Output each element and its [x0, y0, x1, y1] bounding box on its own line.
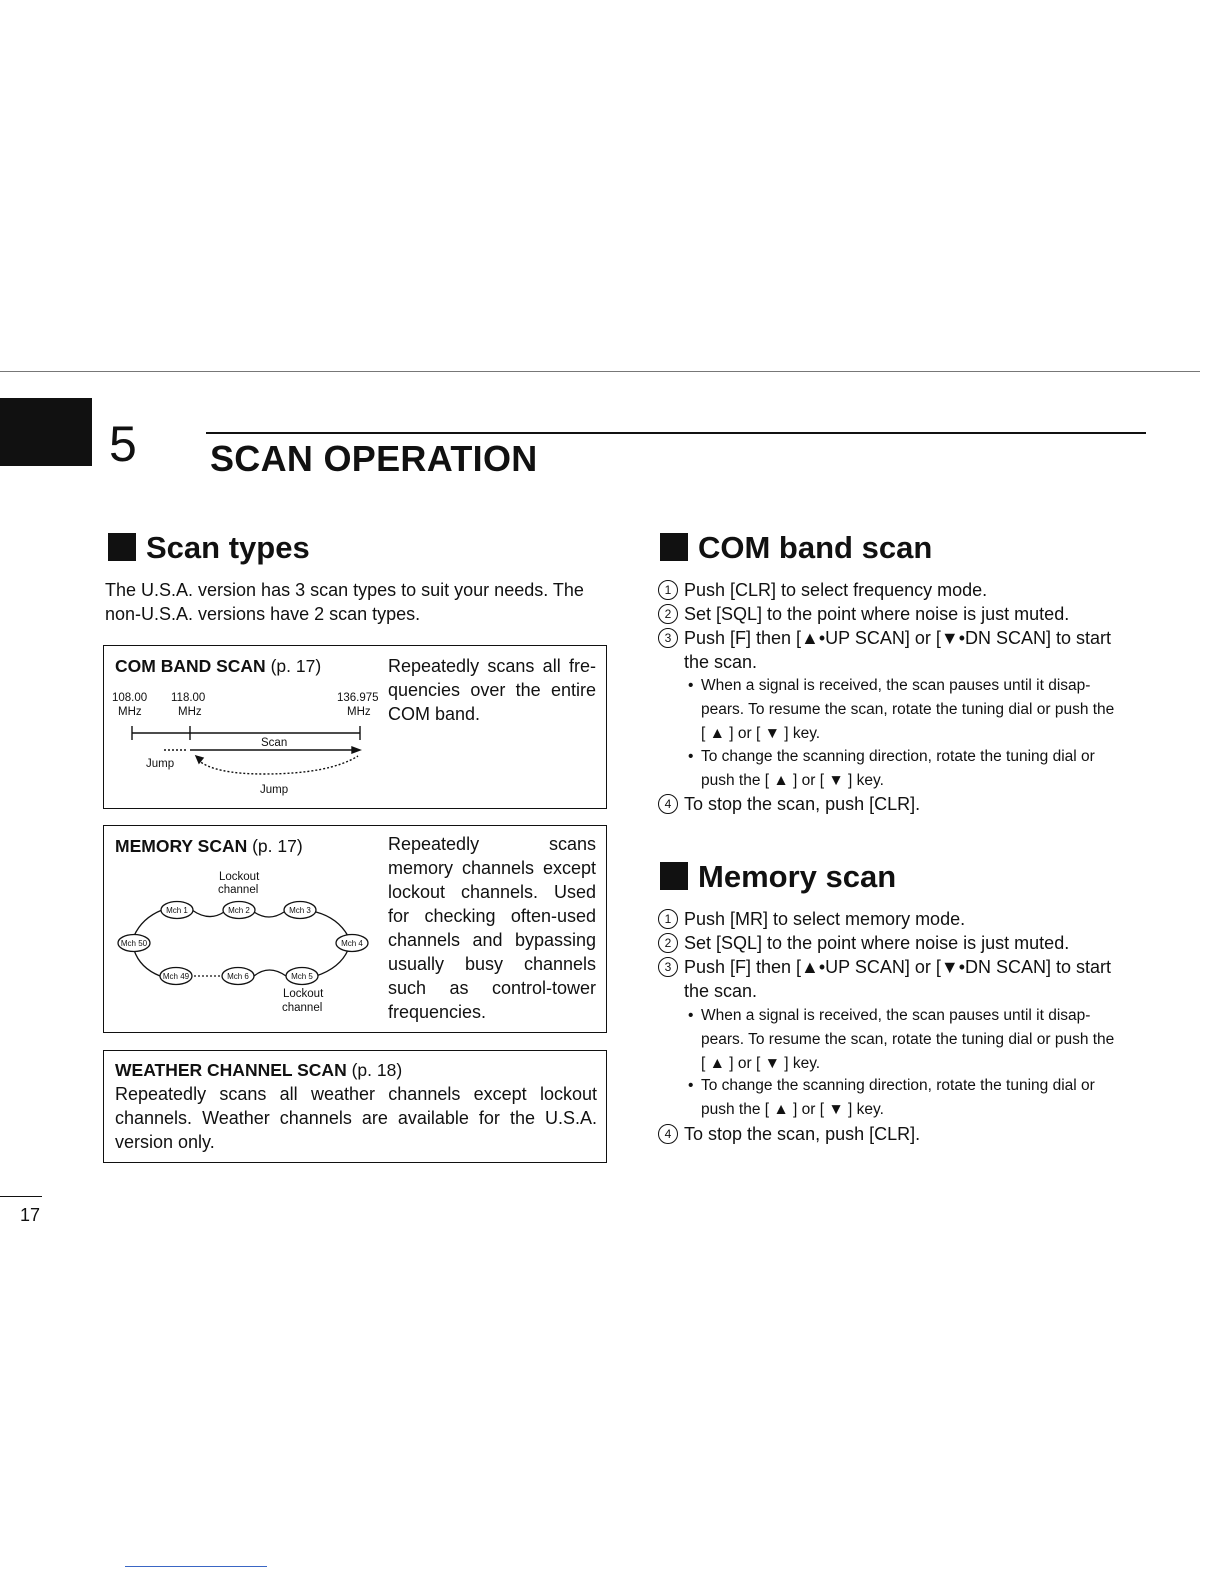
com-note-1: [688, 674, 1158, 746]
memory-channel-node: [223, 902, 255, 919]
step-number-badge: 1: [658, 909, 678, 929]
note-line1: To change the scanning direction, rotate the tuning dial or: [701, 1077, 1095, 1094]
memory-scan-heading: [660, 858, 896, 896]
com-band-scan-heading-text: COM band scan: [698, 530, 933, 565]
memory-channel-node: [336, 935, 368, 952]
com-band-scan-title-text: COM BAND SCAN: [115, 656, 266, 676]
memory-channel-node: [222, 968, 254, 985]
com-band-diagram: [104, 646, 604, 806]
memory-scan-diagram: [104, 826, 384, 1031]
note-line3: [ ▲ ] or [ ▼ ] key.: [701, 1055, 821, 1072]
note-line3: [ ▲ ] or [ ▼ ] key.: [701, 725, 821, 742]
memory-channel-label: Mch 4: [341, 939, 363, 948]
step-number-badge: 4: [658, 794, 678, 814]
freq-label-118: 118.00: [171, 692, 206, 704]
note-line1: To change the scanning direction, rotate the tuning dial or: [701, 748, 1095, 765]
scan-label: Scan: [261, 737, 288, 749]
weather-scan-box: [103, 1050, 607, 1163]
memory-channel-label: Mch 6: [227, 972, 249, 981]
footer-line: [125, 1566, 267, 1567]
memory-scan-box: [103, 825, 607, 1033]
memory-channel-label: Mch 2: [228, 906, 250, 915]
bullet-glyph: •: [688, 748, 694, 765]
memory-channel-node: [118, 935, 150, 952]
com-band-scan-heading: [660, 529, 932, 567]
memory-scan-heading-text: Memory scan: [698, 859, 897, 894]
step-text-line2: the scan.: [684, 981, 758, 1001]
scan-types-intro-line2: non-U.S.A. versions have 2 scan types.: [105, 604, 421, 624]
bullet-glyph: •: [688, 677, 694, 694]
step-number-badge: 3: [658, 957, 678, 977]
memory-channel-node: [160, 968, 192, 985]
scan-arrow-head: [352, 747, 360, 753]
com-step-1: [658, 578, 1158, 602]
com-step-2: [658, 602, 1158, 626]
mem-note-2: [688, 1074, 1158, 1122]
memory-scan-desc: Repeatedly scans memory channels except lockout channels. Used for checking often-used channels and bypassing usually busy channels such as control-tower frequencies.: [388, 834, 596, 1022]
page-number-rule: [0, 1196, 42, 1197]
bullet-glyph: •: [688, 1007, 694, 1024]
bullet-glyph: •: [688, 1077, 694, 1094]
freq-unit-118: MHz: [178, 706, 202, 718]
memory-channel-nodes: [118, 902, 368, 985]
memory-channel-label: Mch 50: [120, 939, 148, 948]
loop-edge-4-5: [316, 950, 348, 976]
lockout-label-top-1: Lockout: [219, 871, 260, 883]
note-line2: pears. To resume the scan, rotate the tuning dial or push the: [701, 1031, 1115, 1048]
weather-scan-page-ref: (p. 18): [351, 1060, 403, 1080]
step-number-badge: 4: [658, 1124, 678, 1144]
scan-types-intro-line1: The U.S.A. version has 3 scan types to suit your needs. The: [105, 580, 584, 600]
note-line1: When a signal is received, the scan pauses until it disap-: [701, 1007, 1091, 1024]
step-number-badge: 2: [658, 604, 678, 624]
loop-edge-3-4: [316, 912, 348, 936]
memory-channel-label: Mch 49: [162, 972, 190, 981]
chapter-rule: [206, 432, 1146, 434]
memory-scan-page-ref: (p. 17): [252, 836, 303, 856]
step-text: Set [SQL] to the point where noise is just muted.: [684, 604, 1070, 624]
lockout-label-bottom-2: channel: [282, 1002, 323, 1014]
step-text: Push [CLR] to select frequency mode.: [684, 580, 988, 600]
scan-types-heading: [108, 529, 310, 567]
jump-return-dotted: [198, 756, 358, 774]
weather-scan-desc: Repeatedly scans all weather channels except lockout channels. Weather channels are available for the U.S.A. version only.: [115, 1084, 597, 1152]
weather-scan-title: [115, 1059, 402, 1081]
step-text-line1: Push [F] then [▲•UP SCAN] or [▼•DN SCAN] to start: [684, 628, 1112, 648]
freq-label-108: 108.00: [112, 692, 148, 704]
chapter-title: SCAN OPERATION: [210, 438, 538, 479]
memory-channel-label: Mch 1: [166, 906, 188, 915]
step-number-badge: 2: [658, 933, 678, 953]
note-line2: pears. To resume the scan, rotate the tuning dial or push the: [701, 701, 1115, 718]
step-text: To stop the scan, push [CLR].: [684, 1124, 921, 1144]
chapter-tab-marker: [0, 398, 92, 466]
top-rule: [0, 371, 1200, 372]
freq-unit-108: MHz: [118, 706, 142, 718]
lockout-label-top-2: channel: [218, 884, 259, 896]
step-text: Set [SQL] to the point where noise is just muted.: [684, 933, 1070, 953]
step-number-badge: 3: [658, 628, 678, 648]
com-band-scan-page-ref: (p. 17): [270, 656, 322, 676]
com-note-2: [688, 745, 1158, 793]
mem-step-4: [658, 1122, 1158, 1146]
step-text-line1: Push [F] then [▲•UP SCAN] or [▼•DN SCAN] to start: [684, 957, 1112, 977]
note-line2: push the [ ▲ ] or [ ▼ ] key.: [701, 772, 884, 789]
jump-label-bottom: Jump: [260, 784, 289, 796]
heading-square-icon: [108, 533, 136, 561]
step-text-line2: the scan.: [684, 652, 758, 672]
weather-scan-title-text: WEATHER CHANNEL SCAN: [115, 1060, 347, 1080]
lockout-label-bottom-1: Lockout: [283, 988, 324, 1000]
heading-square-icon: [660, 862, 688, 890]
note-line1: When a signal is received, the scan pauses until it disap-: [701, 677, 1091, 694]
jump-return-arrow: [196, 756, 203, 763]
com-step-4: [658, 792, 1158, 816]
memory-channel-node: [284, 902, 316, 919]
freq-unit-136975: MHz: [347, 706, 371, 718]
jump-label-left: Jump: [146, 758, 175, 770]
loop-edge-49-50: [134, 950, 160, 976]
loop-edge-2-3: [254, 912, 284, 917]
loop-edge-50-1: [134, 910, 162, 936]
memory-channel-label: Mch 5: [291, 972, 313, 981]
heading-square-icon: [660, 533, 688, 561]
mem-step-3: [658, 955, 1158, 1003]
loop-edge-5-6: [254, 970, 286, 976]
com-step-3: [658, 626, 1158, 674]
note-line2: push the [ ▲ ] or [ ▼ ] key.: [701, 1101, 884, 1118]
step-text: To stop the scan, push [CLR].: [684, 794, 921, 814]
step-text: Push [MR] to select memory mode.: [684, 909, 966, 929]
mem-step-1: [658, 907, 1158, 931]
mem-step-2: [658, 931, 1158, 955]
mem-note-1: [688, 1004, 1158, 1076]
com-band-scan-box: [103, 645, 607, 809]
scan-types-heading-text: Scan types: [146, 530, 310, 565]
freq-label-136975: 136.975: [337, 692, 379, 704]
memory-channel-node: [286, 968, 318, 985]
memory-channel-label: Mch 3: [289, 906, 311, 915]
memory-channel-node: [161, 902, 193, 919]
step-number-badge: 1: [658, 580, 678, 600]
com-band-scan-desc: Repeatedly scans all fre-quencies over the entire COM band.: [388, 656, 596, 724]
page-number: 17: [20, 1205, 41, 1225]
loop-edge-1-2: [192, 910, 224, 917]
memory-scan-title-text: MEMORY SCAN: [115, 836, 248, 856]
chapter-number: 5: [109, 416, 137, 472]
